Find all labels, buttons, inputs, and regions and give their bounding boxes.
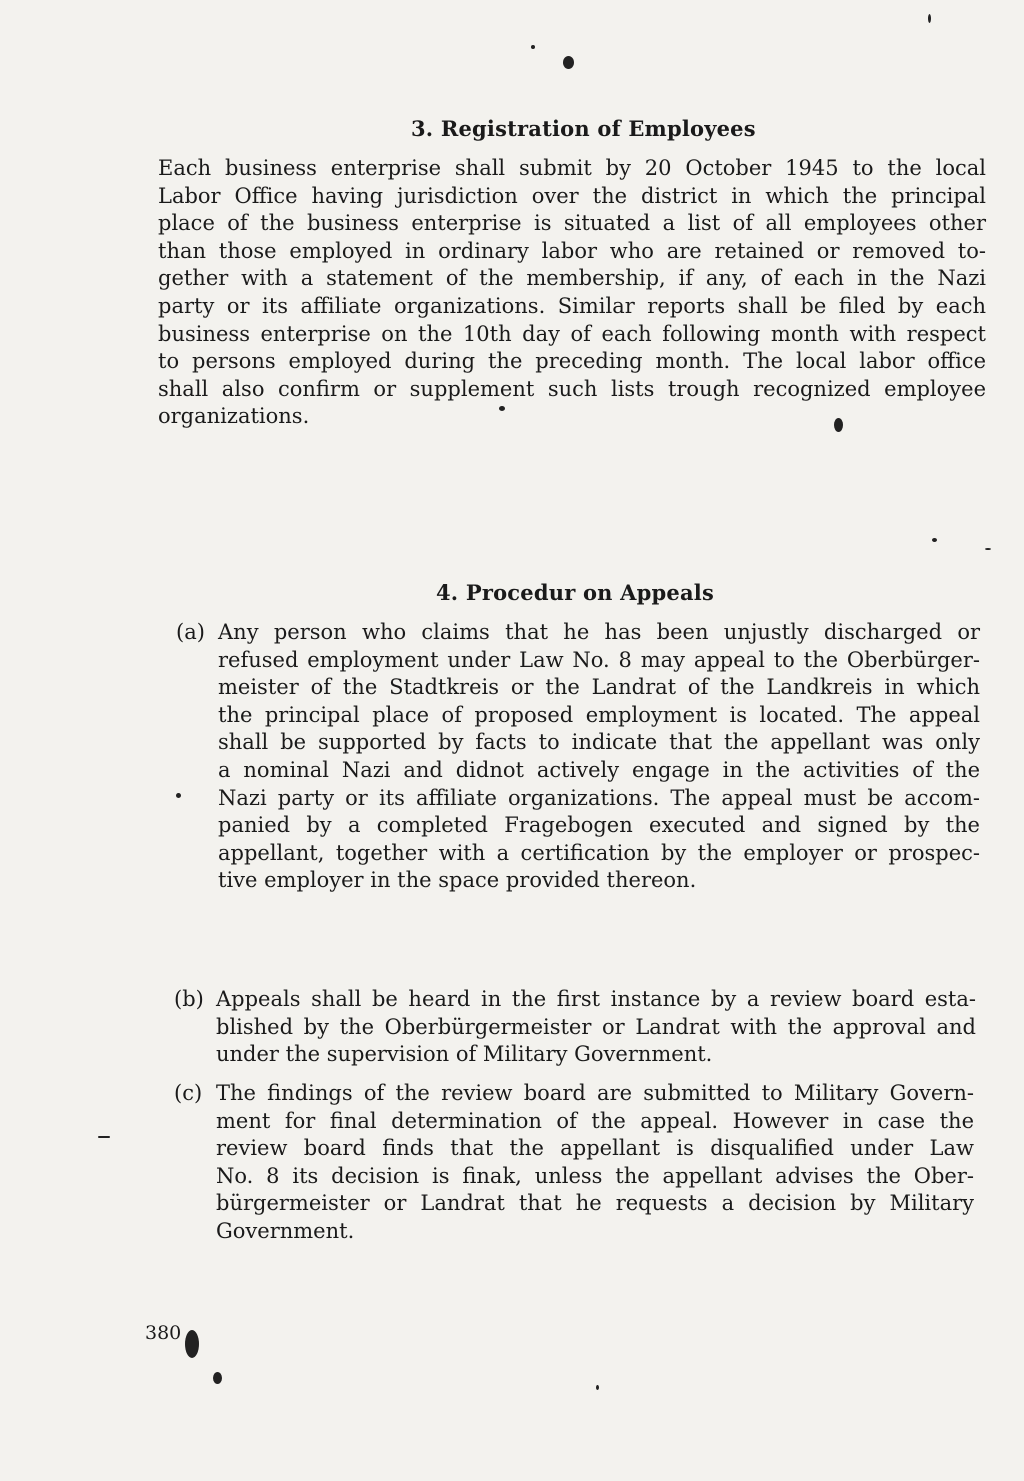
ink-speck: [98, 1136, 110, 1138]
text-line: Each business enterprise shall submit by 20 October 1945 to the local: [158, 156, 986, 180]
text-line: than those employed in ordinary labor who are retained or removed to-: [158, 238, 986, 263]
text-line: Nazi party or its affiliate organizations. The appeal must be accom-: [218, 785, 980, 810]
ink-speck: [932, 538, 937, 542]
item-a-label: (a): [176, 620, 205, 644]
section-3-heading: 3. Registration of Employees: [411, 116, 756, 141]
text-line: panied by a completed Fragebogen executed and signed by the: [218, 813, 980, 838]
text-line: bürgermeister or Landrat that he requests a decision by Military: [216, 1191, 974, 1216]
ink-speck: [176, 793, 181, 798]
item-b-paragraph: [216, 986, 976, 1069]
text-line: the principal place of proposed employment is located. The appeal: [218, 702, 980, 727]
section-4-heading: 4. Procedur on Appeals: [436, 580, 714, 605]
item-c-paragraph: [216, 1080, 974, 1246]
ink-speck: [563, 56, 574, 69]
ink-speck: [213, 1372, 222, 1384]
text-line: No. 8 its decision is finak, unless the appellant advises the Ober-: [216, 1163, 974, 1188]
text-line: place of the business enterprise is situated a list of all employees other: [158, 211, 986, 236]
text-line: tive employer in the space provided thereon.: [218, 868, 697, 893]
ink-speck: [185, 1330, 199, 1358]
item-c-label: (c): [174, 1081, 203, 1105]
page-number: 380: [145, 1322, 182, 1344]
text-line: to persons employed during the preceding month. The local labor office: [158, 349, 986, 374]
text-line: gether with a statement of the membership, if any, of each in the Nazi: [158, 266, 986, 291]
ink-speck: [834, 418, 843, 432]
text-line: blished by the Oberbürgermeister or Landrat with the approval and: [216, 1014, 976, 1039]
text-line: party or its affiliate organizations. Similar reports shall be filed by each: [158, 293, 986, 318]
text-line: Labor Office having jurisdiction over the district in which the principal: [158, 183, 986, 208]
text-line: appellant, together with a certification by the employer or prospec-: [218, 840, 980, 865]
text-line: a nominal Nazi and didnot actively engage in the activities of the: [218, 757, 980, 782]
ink-speck: [499, 406, 505, 411]
ink-speck: [928, 14, 931, 23]
text-line: refused employment under Law No. 8 may appeal to the Oberbürger-: [218, 647, 980, 672]
text-line: Any person who claims that he has been unjustly discharged or: [218, 620, 980, 644]
text-line: Appeals shall be heard in the first instance by a review board esta-: [216, 987, 976, 1011]
text-line: Government.: [216, 1218, 355, 1243]
ink-speck: [531, 45, 535, 49]
ink-speck: [596, 1385, 599, 1390]
ink-speck: [985, 548, 991, 550]
text-line: shall be supported by facts to indicate that the appellant was only: [218, 730, 980, 755]
text-line: The findings of the review board are submitted to Military Govern-: [216, 1081, 974, 1105]
text-line: business enterprise on the 10th day of each following month with respect: [158, 321, 986, 346]
text-line: ment for final determination of the appeal. However in case the: [216, 1108, 974, 1133]
text-line: under the supervision of Military Government.: [216, 1042, 713, 1067]
text-line: review board finds that the appellant is disqualified under Law: [216, 1136, 974, 1161]
item-a-paragraph: [218, 619, 980, 895]
section-3-paragraph: [158, 155, 986, 431]
text-line: shall also confirm or supplement such lists trough recognized employee: [158, 376, 986, 401]
text-line: organizations.: [158, 404, 310, 429]
text-line: meister of the Stadtkreis or the Landrat of the Landkreis in which: [218, 675, 980, 700]
item-b-label: (b): [174, 987, 204, 1011]
